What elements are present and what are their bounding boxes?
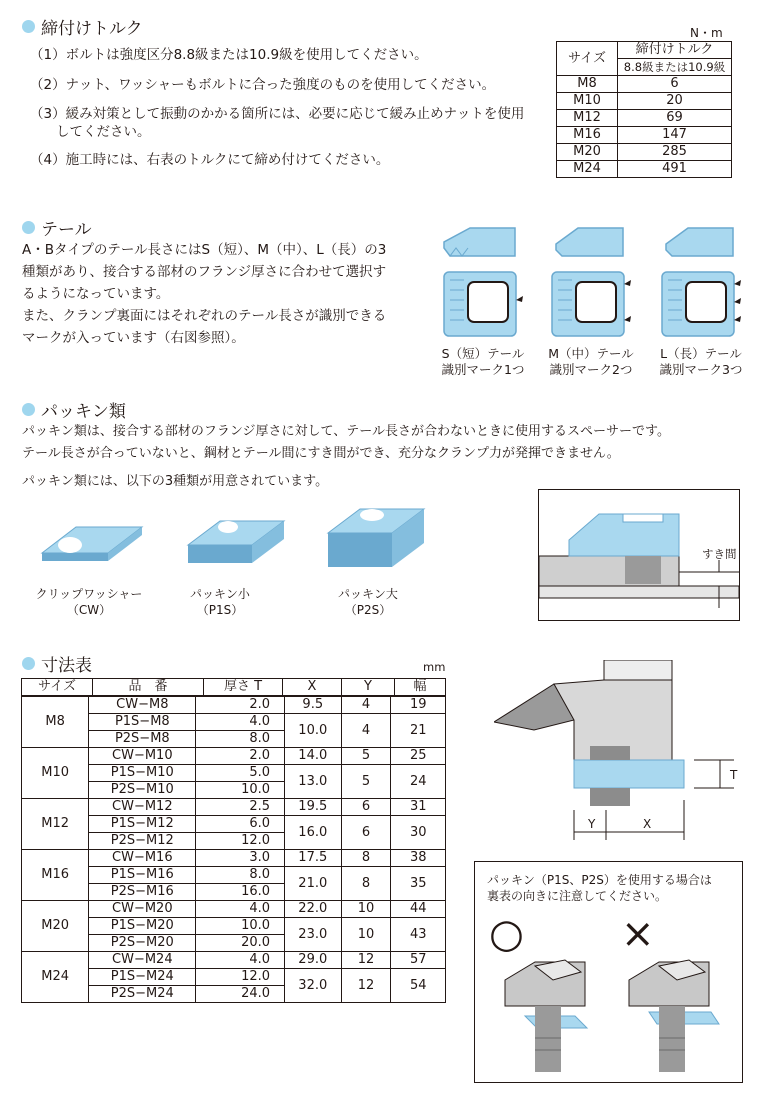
dim-t-cell: 4.0: [196, 714, 285, 731]
table-row: [22, 901, 446, 918]
diagram-label-x: X: [643, 817, 652, 831]
bullet-dot-icon: [22, 657, 35, 670]
tail-line: 種類があり、接合する部材のフランジ厚さに合わせて選択す: [22, 264, 387, 280]
dim-x-cell: 9.5: [285, 697, 341, 714]
dim-x-cell: 10.0: [285, 714, 341, 748]
dim-w-cell: 35: [391, 867, 446, 901]
dim-code-cell: P2S−M8: [89, 731, 196, 748]
bullet-dot-icon: [22, 20, 35, 33]
torque-item-3: （3）緩み対策として振動のかかる箇所には、必要に応じて緩み止めナットを使用: [30, 106, 525, 122]
dim-code-cell: P1S−M20: [89, 918, 196, 935]
dim-y-cell: 12: [341, 969, 391, 1003]
dim-t-cell: 10.0: [196, 918, 285, 935]
table-row: [22, 697, 446, 714]
dim-t-cell: 24.0: [196, 986, 285, 1003]
torque-size: M8: [557, 76, 618, 93]
packing-small-illustration: [188, 521, 284, 563]
packing-heading: [22, 397, 126, 422]
torque-item-1: （1）ボルトは強度区分8.8級または10.9級を使用してください。: [30, 47, 428, 63]
tail-caption-line: 識別マーク2つ: [549, 362, 633, 377]
wrong-orientation-illustration: [629, 960, 719, 1072]
dim-col-t: 厚さ T: [204, 679, 283, 696]
product-code: （P2S）: [344, 603, 392, 617]
table-row: [22, 748, 446, 765]
dim-col-x: X: [283, 679, 342, 696]
dim-size-cell: M12: [22, 799, 89, 850]
dim-w-cell: 30: [391, 816, 446, 850]
product-code: （CW）: [66, 603, 112, 617]
dim-t-cell: 12.0: [196, 833, 285, 850]
packing-line: テール長さが合っていないと、鋼材とテール間にすき間ができ、充分なクランプ力が発揮できません。: [22, 446, 620, 461]
dim-t-cell: 12.0: [196, 969, 285, 986]
dim-col-size: サイズ: [22, 679, 93, 696]
dim-col-y: Y: [342, 679, 395, 696]
tail-caption-long: [646, 346, 756, 378]
diagram-label-y: Y: [588, 817, 596, 831]
ng-mark-icon: ×: [621, 911, 655, 957]
dim-code-cell: P2S−M12: [89, 833, 196, 850]
tail-caption-short: [428, 346, 538, 378]
torque-value: 285: [618, 144, 732, 161]
tail-heading: [22, 215, 92, 240]
dim-code-cell: CW−M12: [89, 799, 196, 816]
torque-value: 69: [618, 110, 732, 127]
dimensions-table-rows: [21, 696, 446, 1003]
dim-code-cell: P1S−M24: [89, 969, 196, 986]
bullet-dot-icon: [22, 221, 35, 234]
dim-t-cell: 8.0: [196, 867, 285, 884]
torque-size: M10: [557, 93, 618, 110]
tail-short-illustration: [444, 228, 523, 336]
dim-x-cell: 23.0: [285, 918, 341, 952]
dim-code-cell: P1S−M12: [89, 816, 196, 833]
dim-y-cell: 5: [341, 748, 391, 765]
dimensions-table: [21, 678, 446, 696]
dim-w-cell: 54: [391, 969, 446, 1003]
dim-y-cell: 6: [341, 799, 391, 816]
dim-t-cell: 4.0: [196, 952, 285, 969]
torque-size: M12: [557, 110, 618, 127]
dim-w-cell: 31: [391, 799, 446, 816]
dim-col-code: 品 番: [93, 679, 204, 696]
orientation-note-box: [474, 861, 743, 1083]
tail-line: また、クランプ裏面にはそれぞれのテール長さが識別できる: [22, 308, 387, 324]
tail-caption-medium: [536, 346, 646, 378]
tail-line: マークが入っています（右図参照）。: [22, 330, 245, 346]
dim-size-cell: M10: [22, 748, 89, 799]
dim-x-cell: 14.0: [285, 748, 341, 765]
dim-y-cell: 12: [341, 952, 391, 969]
tail-caption-line: 識別マーク1つ: [441, 362, 525, 377]
dim-x-cell: 13.0: [285, 765, 341, 799]
dim-t-cell: 16.0: [196, 884, 285, 901]
dim-w-cell: 44: [391, 901, 446, 918]
torque-heading-text: 締付けトルク: [41, 19, 143, 39]
dim-x-cell: 22.0: [285, 901, 341, 918]
torque-unit: N・m: [690, 26, 723, 40]
dim-code-cell: CW−M24: [89, 952, 196, 969]
tail-heading-text: テール: [41, 220, 92, 240]
torque-col-size: サイズ: [557, 42, 618, 76]
torque-size: M20: [557, 144, 618, 161]
dim-code-cell: P2S−M16: [89, 884, 196, 901]
dim-t-cell: 10.0: [196, 782, 285, 799]
dim-t-cell: 8.0: [196, 731, 285, 748]
dim-x-cell: 19.5: [285, 799, 341, 816]
orientation-illustrations: [495, 958, 725, 1076]
dim-y-cell: 8: [341, 867, 391, 901]
dim-y-cell: 8: [341, 850, 391, 867]
product-code: （P1S）: [196, 603, 244, 617]
tail-medium-illustration: [552, 228, 631, 336]
product-name: パッキン大: [338, 587, 398, 601]
dim-w-cell: 57: [391, 952, 446, 969]
dim-t-cell: 5.0: [196, 765, 285, 782]
product-caption-cw: [24, 586, 154, 618]
dim-t-cell: 2.0: [196, 748, 285, 765]
tail-long-illustration: [662, 228, 741, 336]
dim-w-cell: 25: [391, 748, 446, 765]
dimensions-heading: [22, 651, 92, 676]
dim-y-cell: 4: [341, 714, 391, 748]
tail-description: [22, 239, 422, 349]
torque-size: M16: [557, 127, 618, 144]
gap-label: すき間: [702, 547, 737, 561]
dim-t-cell: 4.0: [196, 901, 285, 918]
product-name: クリップワッシャー: [35, 587, 143, 601]
dim-w-cell: 24: [391, 765, 446, 799]
dim-t-cell: 2.0: [196, 697, 285, 714]
dim-w-cell: 43: [391, 918, 446, 952]
torque-item-4: （4）施工時には、右表のトルクにて締め付けてください。: [30, 152, 390, 168]
torque-table: [556, 41, 732, 178]
ok-mark-icon: ○: [489, 911, 524, 957]
torque-size: M24: [557, 161, 618, 178]
dimensions-unit: mm: [423, 660, 446, 674]
product-name: パッキン小: [190, 587, 250, 601]
dimension-diagram: [494, 660, 734, 850]
dim-code-cell: P1S−M10: [89, 765, 196, 782]
tail-caption-line: S（短）テール: [441, 346, 525, 361]
dim-code-cell: P2S−M10: [89, 782, 196, 799]
diagram-label-t: T: [730, 768, 738, 782]
dim-code-cell: P2S−M24: [89, 986, 196, 1003]
dim-code-cell: CW−M8: [89, 697, 196, 714]
packing-products-illustration: [30, 505, 430, 583]
dim-code-cell: CW−M10: [89, 748, 196, 765]
torque-item-2: （2）ナット、ワッシャーもボルトに合った強度のものを使用してください。: [30, 77, 496, 93]
dim-t-cell: 6.0: [196, 816, 285, 833]
tail-caption-line: M（中）テール: [548, 346, 634, 361]
note-text: [487, 872, 712, 904]
dim-w-cell: 21: [391, 714, 446, 748]
tail-mark-illustrations: [430, 220, 750, 342]
torque-heading: [22, 14, 143, 39]
dim-x-cell: 32.0: [285, 969, 341, 1003]
dimensions-heading-text: 寸法表: [41, 656, 92, 676]
bullet-dot-icon: [22, 403, 35, 416]
torque-col-grade: 8.8級または10.9級: [618, 59, 732, 76]
note-line: パッキン（P1S、P2S）を使用する場合は: [487, 873, 712, 887]
dim-size-cell: M16: [22, 850, 89, 901]
table-row: [22, 850, 446, 867]
note-line: 裏表の向きに注意してください。: [487, 889, 668, 903]
dim-x-cell: 17.5: [285, 850, 341, 867]
dim-y-cell: 5: [341, 765, 391, 799]
tail-caption-line: 識別マーク3つ: [659, 362, 743, 377]
dim-x-cell: 16.0: [285, 816, 341, 850]
dim-x-cell: 29.0: [285, 952, 341, 969]
tail-line: るようになっています。: [22, 286, 170, 302]
torque-item-3-cont: してください。: [56, 124, 151, 140]
packing-heading-text: パッキン類: [41, 402, 126, 422]
correct-orientation-illustration: [505, 960, 587, 1072]
dim-code-cell: CW−M20: [89, 901, 196, 918]
dim-size-cell: M8: [22, 697, 89, 748]
dim-y-cell: 10: [341, 918, 391, 952]
packing-line: パッキン類は、接合する部材のフランジ厚さに対して、テール長さが合わないときに使用するスペーサーです。: [22, 424, 670, 439]
table-row: [22, 952, 446, 969]
dim-code-cell: P2S−M20: [89, 935, 196, 952]
dim-col-w: 幅: [395, 679, 446, 696]
dim-x-cell: 21.0: [285, 867, 341, 901]
dim-y-cell: 6: [341, 816, 391, 850]
dim-code-cell: P1S−M16: [89, 867, 196, 884]
tail-line: A・Bタイプのテール長さにはS（短）、M（中）、L（長）の3: [22, 242, 387, 258]
dim-w-cell: 38: [391, 850, 446, 867]
dim-size-cell: M20: [22, 901, 89, 952]
torque-value: 20: [618, 93, 732, 110]
dim-w-cell: 19: [391, 697, 446, 714]
dim-t-cell: 20.0: [196, 935, 285, 952]
dim-t-cell: 2.5: [196, 799, 285, 816]
torque-value: 147: [618, 127, 732, 144]
packing-description: [22, 421, 752, 465]
dim-t-cell: 3.0: [196, 850, 285, 867]
packing-intro: パッキン類には、以下の3種類が用意されています。: [22, 474, 329, 489]
torque-value: 491: [618, 161, 732, 178]
table-row: [22, 799, 446, 816]
torque-col-torque: 締付けトルク: [618, 42, 732, 59]
dim-code-cell: CW−M16: [89, 850, 196, 867]
clip-washer-illustration: [42, 527, 142, 561]
dim-code-cell: P1S−M8: [89, 714, 196, 731]
dimensions-table-body: [21, 696, 446, 1003]
dim-y-cell: 4: [341, 697, 391, 714]
packing-large-illustration: [328, 509, 424, 567]
dim-size-cell: M24: [22, 952, 89, 1003]
tail-caption-line: L（長）テール: [660, 346, 742, 361]
product-caption-p1s: [170, 586, 270, 618]
torque-value: 6: [618, 76, 732, 93]
product-caption-p2s: [318, 586, 418, 618]
dim-y-cell: 10: [341, 901, 391, 918]
